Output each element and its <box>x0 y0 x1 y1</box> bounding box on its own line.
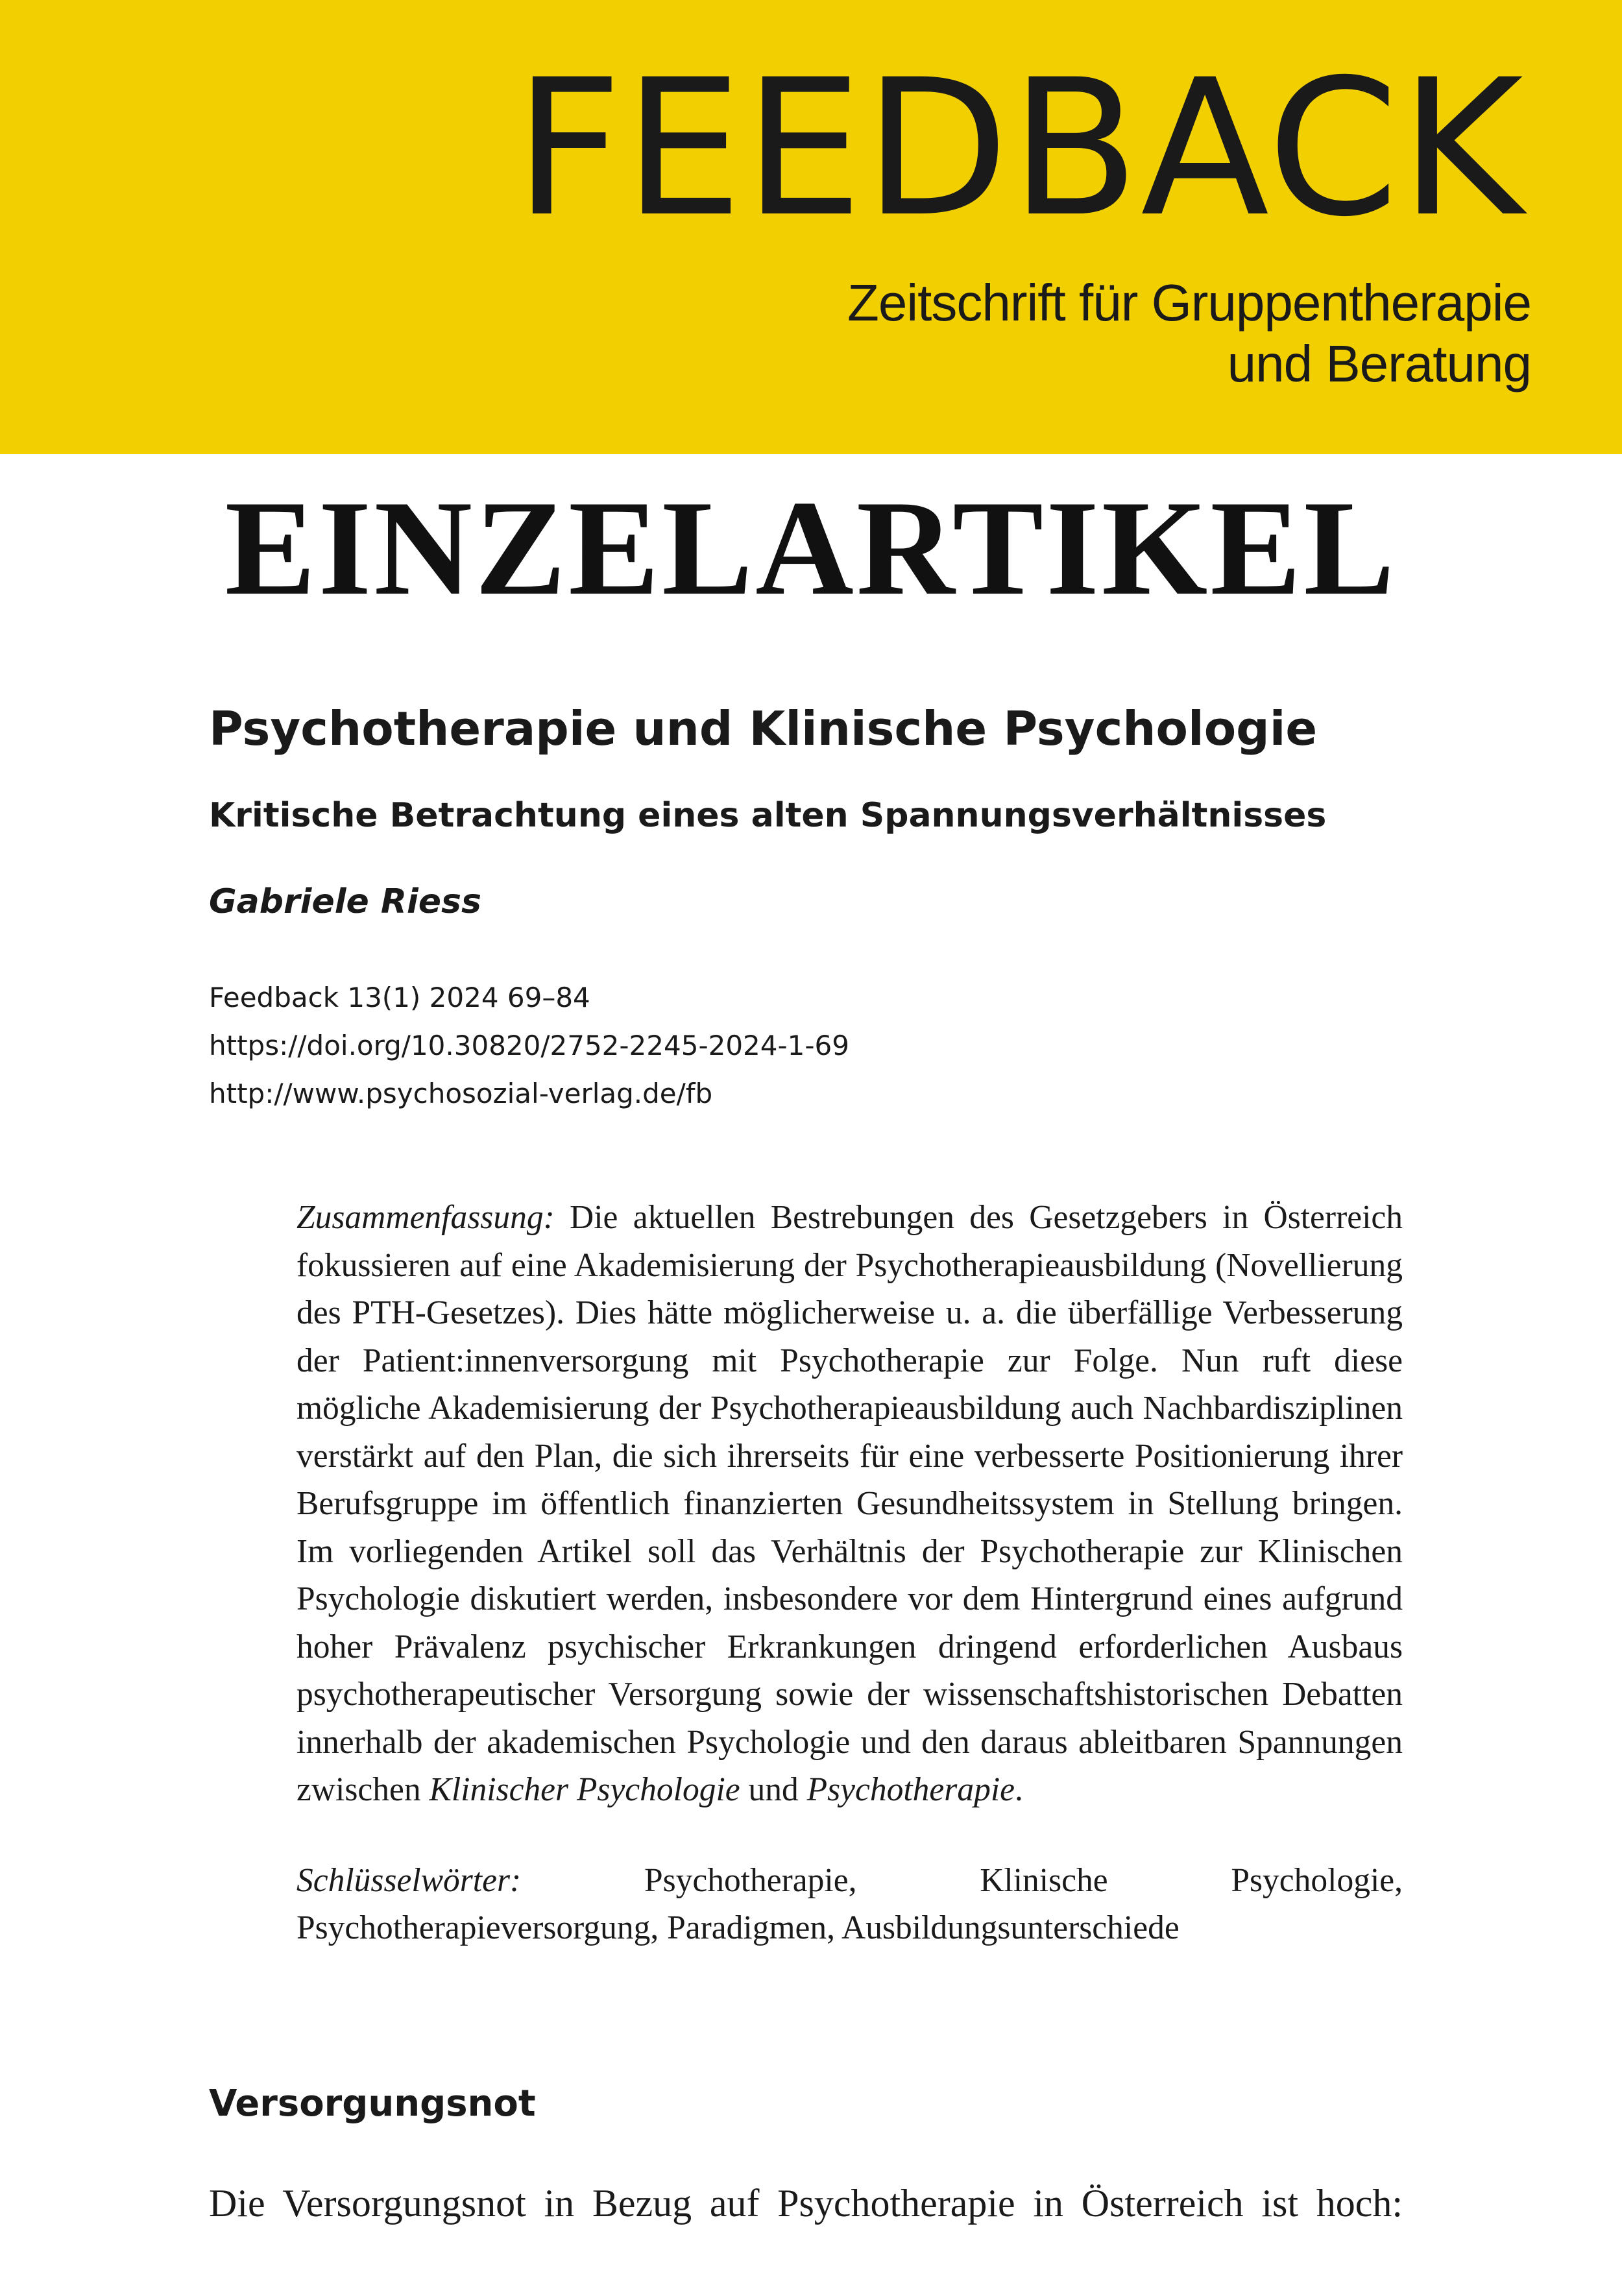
abstract-text: Die aktuellen Bestrebungen des Gesetzgebers in Österreich fokussieren auf eine Akademisierung der Psychotherapieausbildung (Novellierung des PTH-Gesetzes). Dies hätte möglicherweise u. a. die überfällige Verbesserung der Patient:innenversorgung mit Psychotherapie zur Folge. Nun ruft diese mögliche Akademisierung der Psychotherapieausbildung auch Nachbardisziplinen verstärkt auf den Plan, die sich ihrerseits für eine verbesserte Positionierung ihrer Berufsgruppe im öffentlich finanzierten Gesundheitssystem in Stellung bringen. Im vorliegenden Artikel soll das Verhältnis der Psychotherapie zur Klinischen Psychologie diskutiert werden, insbesondere vor dem Hintergrund eines aufgrund hoher Prävalenz psychischer Erkrankungen dringend erforderlichen Ausbaus psychotherapeutischer Versorgung sowie der wissenschaftshistorischen Debatten innerhalb der akademischen Psychologie und den daraus ableitbaren Spannungen zwischen <box>297 1199 1403 1808</box>
keywords-label: Schlüsselwörter: <box>297 1861 522 1899</box>
abstract <box>297 1194 1403 1952</box>
abstract-connector: und <box>748 1771 799 1808</box>
author-name: Gabriele Riess <box>209 882 481 921</box>
journal-name: FEEDBACK <box>514 40 1525 258</box>
section-heading: Versorgungsnot <box>209 2083 536 2125</box>
article-title: Psychotherapie und Klinische Psychologie <box>209 701 1318 756</box>
einzelartikel-banner: EINZELARTIKEL <box>224 473 1398 623</box>
body-first-line: Die Versorgungsnot in Bezug auf Psychotherapie in Österreich ist hoch: <box>209 2182 1403 2225</box>
abstract-end: . <box>1015 1771 1023 1808</box>
journal-subtitle-line-2: und Beratung <box>1227 335 1531 393</box>
abstract-paragraph <box>297 1194 1403 1814</box>
keywords-text: Psychotherapie, Klinische Psychologie, Psychotherapieversorgung, Paradigmen, Ausbildungsunterschiede <box>297 1861 1403 1946</box>
abstract-emphasis-2: Psychotherapie <box>806 1771 1015 1808</box>
journal-subtitle <box>847 272 1531 394</box>
citation-block <box>209 974 1442 1118</box>
journal-header <box>0 0 1622 454</box>
abstract-emphasis-1: Klinischer Psychologie <box>429 1771 740 1808</box>
publisher-link[interactable]: http://www.psychosozial-verlag.de/fb <box>209 1078 713 1110</box>
keywords <box>297 1857 1403 1952</box>
abstract-label: Zusammenfassung: <box>297 1199 555 1236</box>
article-subtitle: Kritische Betrachtung eines alten Spannungsverhältnisses <box>209 796 1327 836</box>
journal-subtitle-line-1: Zeitschrift für Gruppentherapie <box>847 274 1531 332</box>
doi-link[interactable]: https://doi.org/10.30820/2752-2245-2024-1-69 <box>209 1030 849 1062</box>
article-header <box>209 701 1442 1118</box>
citation: Feedback 13(1) 2024 69–84 <box>209 982 590 1014</box>
